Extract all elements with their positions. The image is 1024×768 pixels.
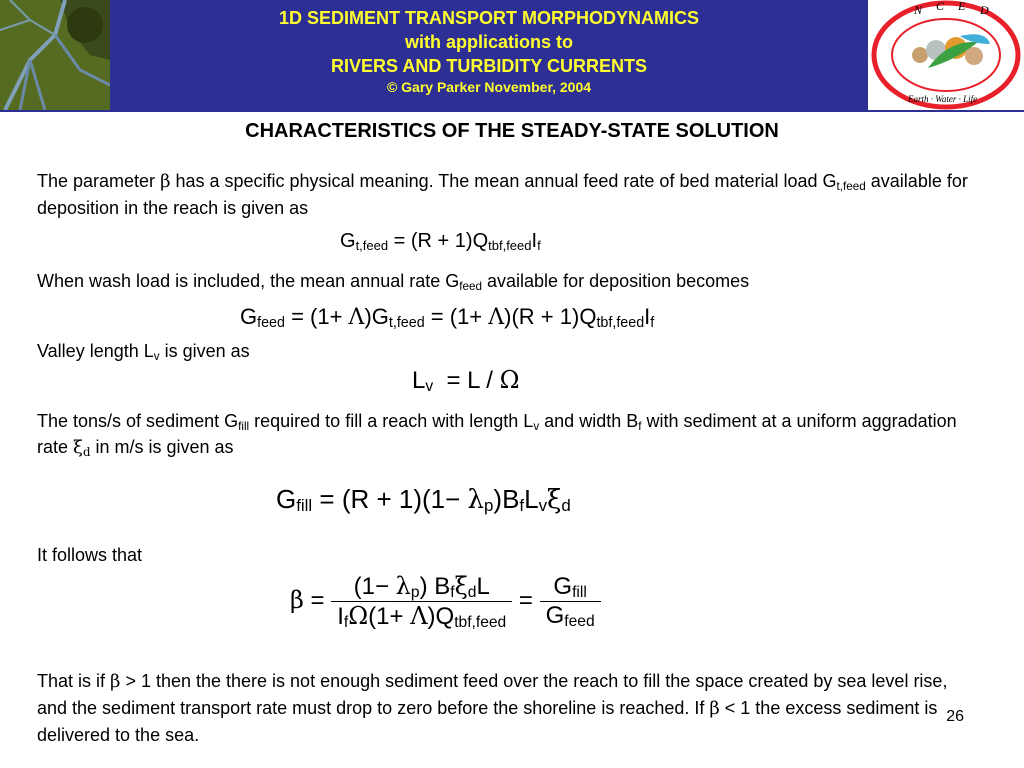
logo-letter-e: E bbox=[958, 0, 966, 13]
paragraph-it-follows: It follows that bbox=[37, 545, 143, 565]
equation-gfill: $G_{fill} = (R + 1)(1-$ $\lambda_p)B_fL_v\xi̇_d$ bbox=[276, 484, 571, 515]
page-number: 26 bbox=[946, 708, 964, 725]
equation-lv: $L_v = L / \Omega$ bbox=[412, 366, 520, 395]
paragraph-wash-load: When wash load is included, the mean annual rate $G_{feed}$ available for deposition becomes bbox=[37, 271, 750, 293]
title-line-2: with applications to bbox=[404, 32, 573, 52]
paragraph-sediment-fill: The tons/s of sediment $G_{fill}$ required to fill a reach with length $L_v$ and width $B_f$ with sediment at a uniform aggradation rate $\xi̇_d$ in m/s is given as bbox=[37, 411, 957, 459]
title-line-3: RIVERS AND TURBIDITY CURRENTS bbox=[330, 56, 648, 76]
delta-satellite-image bbox=[0, 0, 110, 110]
logo-letter-d: D bbox=[980, 3, 989, 17]
logo-letter-c: C bbox=[936, 0, 945, 13]
equation-gtfeed: $G_{t,feed} = (R + 1)Q_{tbf,feed}I_f$ bbox=[340, 230, 541, 253]
course-title-banner bbox=[110, 0, 868, 110]
slide-header bbox=[0, 0, 1024, 112]
equation-gfeed: $G_{feed} = (1+ \Lambda)G_{t,feed} = (1+ \Lambda)(R + 1)Q_{tbf,feed}I_f$ bbox=[240, 304, 655, 331]
paragraph-beta-meaning: The parameter β has a specific physical meaning. The mean annual feed rate of bed material load $G_{t,feed}$ available for deposition in the reach is given as bbox=[37, 171, 968, 218]
paragraph-valley-length: Valley length $L_v$ is given as bbox=[37, 341, 250, 363]
paragraph-conclusion: That is if β > 1 then the there is not enough sediment feed over the reach to fill the space created by sea level rise, and the sediment transport rate must drop to zero before the shoreline is reached. If β < 1 the excess sediment is delivered to the sea. bbox=[37, 671, 948, 745]
copyright-line: © Gary Parker November, 2004 bbox=[386, 79, 592, 95]
section-title: CHARACTERISTICS OF THE STEADY-STATE SOLUTION bbox=[245, 120, 779, 142]
equation-beta: β = $\frac{(1- \lambda_p) B_f\xi̇_dL}{I_f\Omega(1+ \Lambda)Q_{tbf,feed}}$ = $\frac{G_{fill}}{G_{feed}}$ bbox=[290, 572, 601, 631]
logo-tagline: Earth · Water · Life bbox=[908, 94, 978, 104]
beta-symbol: β bbox=[160, 171, 171, 192]
nced-logo bbox=[868, 0, 1024, 110]
title-line-1: 1D SEDIMENT TRANSPORT MORPHODYNAMICS bbox=[278, 8, 700, 28]
header-divider bbox=[0, 110, 1024, 112]
xi-dot-d-symbol: $\xi̇_d$ bbox=[73, 437, 91, 459]
logo-letter-n: N bbox=[914, 3, 923, 17]
